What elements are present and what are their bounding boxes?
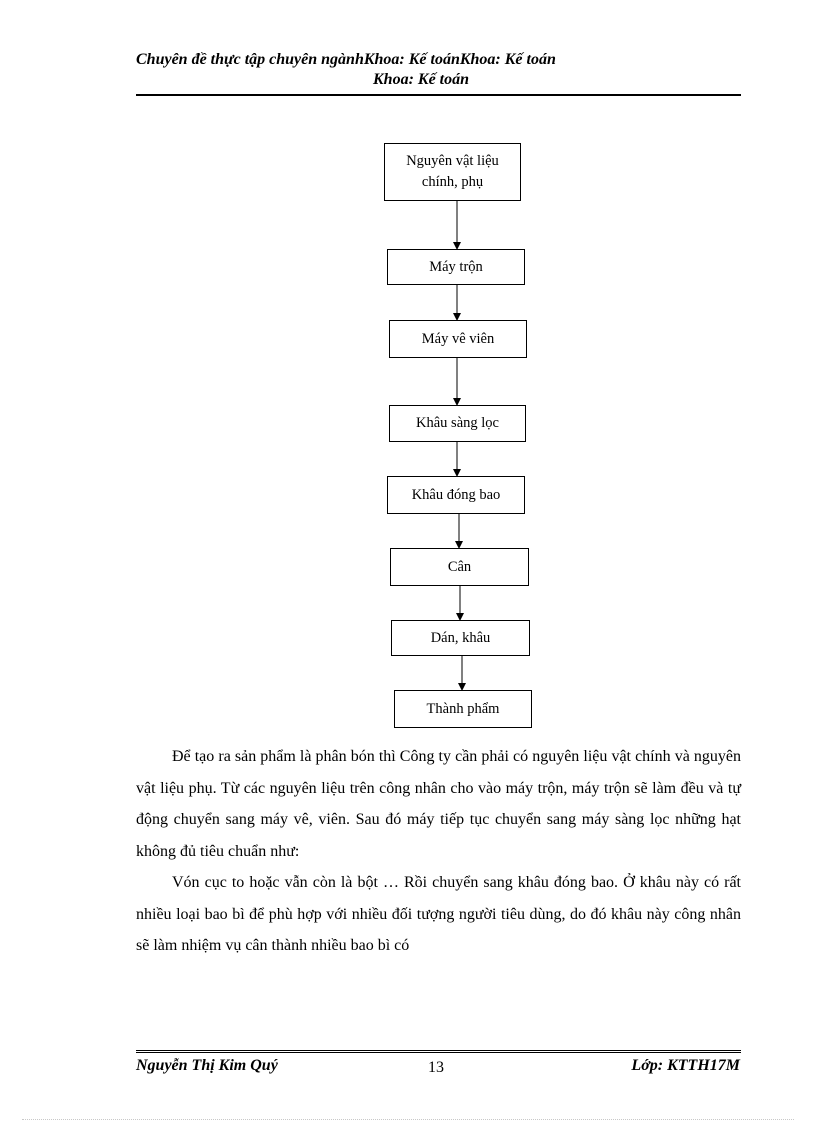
- flow-step-pelletizer: Máy vê viên: [389, 320, 527, 358]
- flow-step-raw-materials: Nguyên vật liệu chính, phụ: [384, 143, 521, 201]
- flow-step-finished-product: Thành phẩm: [394, 690, 532, 728]
- flow-step-sealing: Dán, khâu: [391, 620, 530, 656]
- body-text: [136, 741, 741, 962]
- flow-step-bagging: Khâu đóng bao: [387, 476, 525, 514]
- flow-step-weighing: Cân: [390, 548, 529, 586]
- header-title-line2: Khoa: Kế toán: [373, 71, 470, 88]
- header-title-line1: Chuyên đề thực tập chuyên ngànhKhoa: Kế toánKhoa: Kế toán: [136, 51, 556, 68]
- page-number: 13: [428, 1059, 444, 1076]
- paragraph: Để tạo ra sản phẩm là phân bón thì Công ty cần phải có nguyên liệu vật chính và nguyên vật liệu phụ. Từ các nguyên liệu trên công nhân cho vào máy trộn, máy trộn sẽ làm đều và tự động chuyển sang máy vê, viên. Sau đó máy tiếp tục chuyển sang máy sàng lọc những hạt không đủ tiêu chuẩn như:: [136, 748, 741, 860]
- flow-step-screening: Khâu sàng lọc: [389, 405, 526, 442]
- flow-step-mixer: Máy trộn: [387, 249, 525, 285]
- paragraph: Vón cục to hoặc vẫn còn là bột … Rồi chuyển sang khâu đóng bao. Ở khâu này có rất nhiều loại bao bì để phù hợp với nhiều đối tượng người tiêu dùng, do đó khâu này công nhân sẽ làm nhiệm vụ cân thành nhiều bao bì có: [136, 874, 741, 954]
- footer-author: Nguyễn Thị Kim Quý: [136, 1057, 278, 1074]
- footer-class-label: Lớp: KTTH17M: [631, 1057, 740, 1074]
- page-bottom-edge: [22, 1119, 794, 1120]
- footer-divider: [136, 1050, 741, 1053]
